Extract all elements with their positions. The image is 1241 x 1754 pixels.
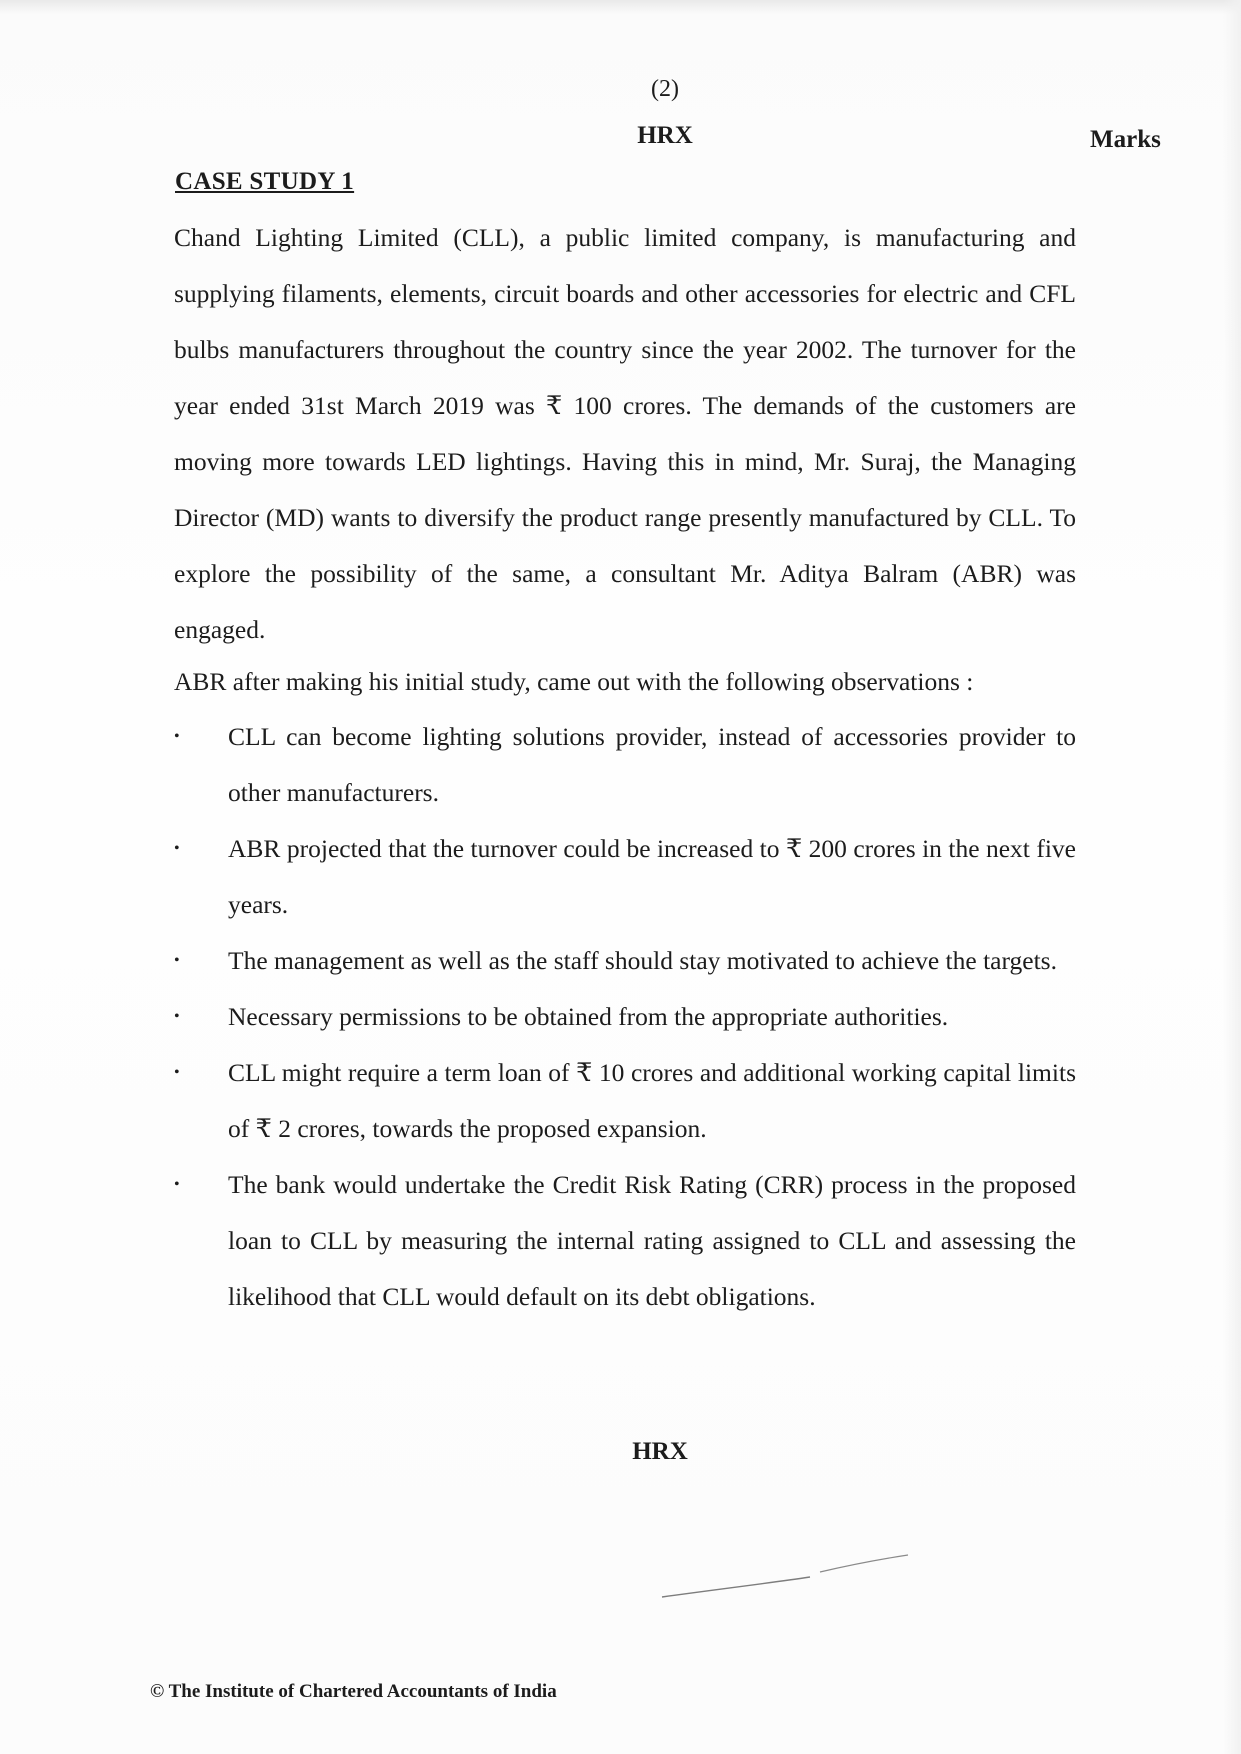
bullet-icon: •: [174, 728, 180, 745]
case-study-paragraph: [174, 210, 1076, 658]
observation-text: CLL might require a term loan of ₹ 10 crores and additional working capital limits of ₹ 2 crores, towards the proposed expansion.: [228, 1058, 1076, 1143]
paper-code-bottom: HRX: [632, 1438, 688, 1465]
observation-text: Necessary permissions to be obtained from the appropriate authorities.: [228, 1002, 949, 1031]
bullet-icon: •: [174, 1176, 180, 1193]
list-item: [174, 1157, 1076, 1325]
observations-intro: ABR after making his initial study, came out with the following observations :: [174, 667, 974, 696]
observation-text: The bank would undertake the Credit Risk Rating (CRR) process in the proposed loan to CLL by measuring the internal rating assigned to CLL and assessing the likelihood that CLL would default on its debt obligations.: [228, 1170, 1076, 1311]
list-item: [174, 1045, 1076, 1157]
scan-shadow-top: [0, 0, 1241, 14]
observation-text: CLL can become lighting solutions provider, instead of accessories provider to other manufacturers.: [228, 722, 1076, 807]
bullet-icon: •: [174, 1064, 180, 1081]
marks-heading: Marks: [1090, 126, 1161, 153]
bullet-icon: •: [174, 1008, 180, 1025]
bullet-icon: •: [174, 840, 180, 857]
bullet-icon: •: [174, 952, 180, 969]
observation-text: The management as well as the staff should stay motivated to achieve the targets.: [228, 946, 1057, 975]
signature-stroke: [660, 1545, 920, 1605]
footer-copyright: © The Institute of Chartered Accountants of India: [150, 1681, 557, 1702]
scan-shadow-right: [1223, 0, 1241, 1754]
list-item: [174, 709, 1076, 821]
paper-code-top: HRX: [637, 122, 693, 149]
case-study-paragraph-text: Chand Lighting Limited (CLL), a public limited company, is manufacturing and supplying filaments, elements, circuit boards and other accessories for electric and CFL bulbs manufacturers throughout the country since the year 2002. The turnover for the year ended 31st March 2019 was ₹ 100 crores. The demands of the customers are moving more towards LED lightings. Having this in mind, Mr. Suraj, the Managing Director (MD) wants to diversify the product range presently manufactured by CLL. To explore the possibility of the same, a consultant Mr. Aditya Balram (ABR) was engaged.: [174, 223, 1076, 644]
case-study-title: CASE STUDY 1: [175, 168, 355, 195]
list-item: [174, 821, 1076, 933]
list-item: [174, 989, 1076, 1045]
list-item: [174, 933, 1076, 989]
observation-text: ABR projected that the turnover could be increased to ₹ 200 crores in the next five years.: [228, 834, 1076, 919]
page-number: (2): [651, 76, 679, 102]
observations-list: [174, 709, 1076, 1325]
